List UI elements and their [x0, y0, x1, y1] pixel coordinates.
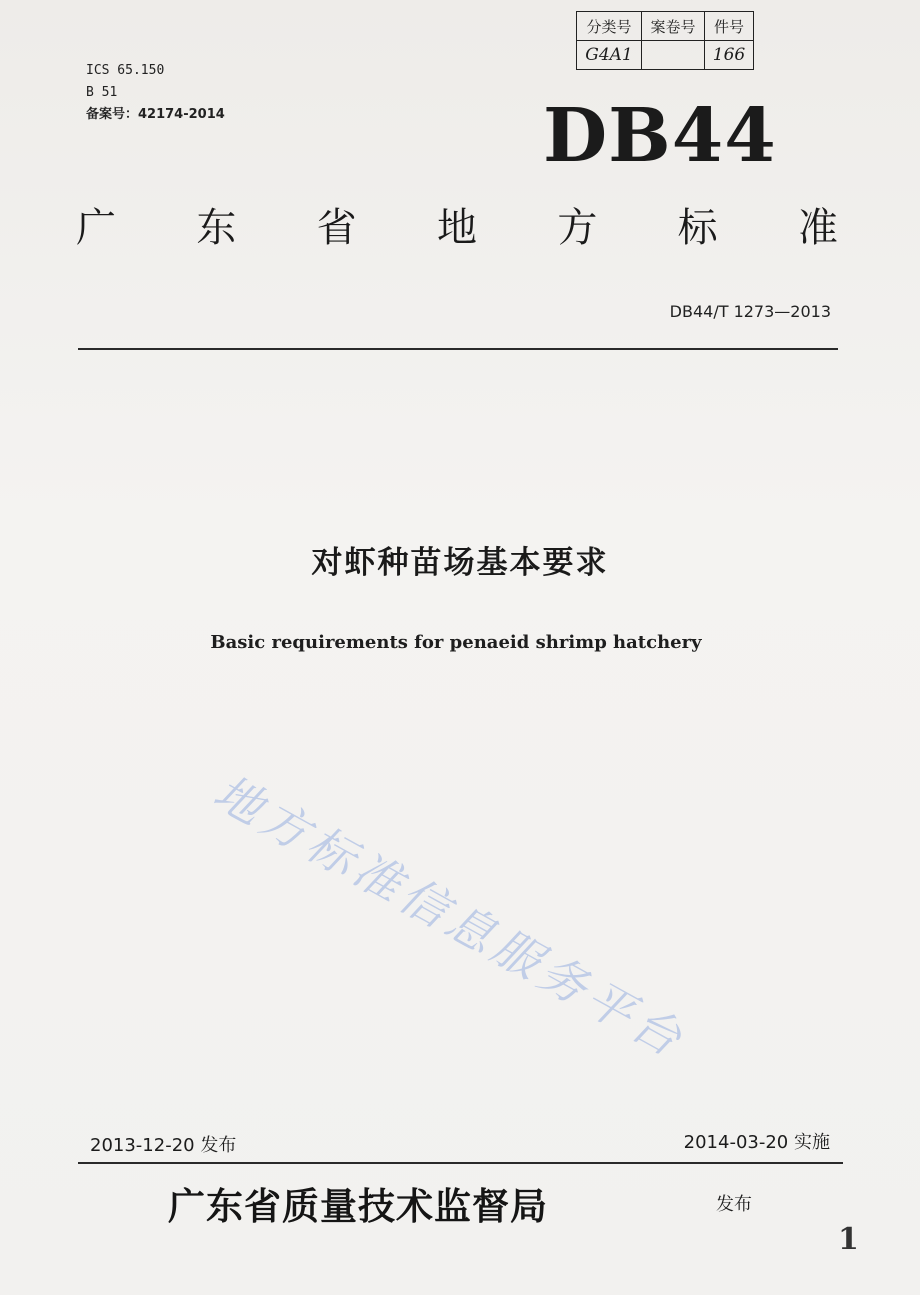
archive-header-category: 分类号: [577, 12, 642, 41]
implementation-date: 2014-03-20 实施: [683, 1132, 830, 1153]
standard-type-char: 省: [316, 205, 357, 251]
standard-type-char: 标: [677, 205, 718, 251]
bottom-divider: [78, 1162, 843, 1164]
ccs-code: B 51: [86, 85, 118, 100]
archive-value-volume: [642, 41, 705, 70]
archive-value-category: G4A1: [577, 41, 642, 70]
archive-header-item: 件号: [705, 12, 754, 41]
record-number: 备案号：42174-2014: [86, 107, 225, 122]
db-code-mark: DB44: [543, 93, 777, 179]
document-title-chinese: 对虾种苗场基本要求: [311, 545, 609, 581]
issuing-authority-suffix: 发布: [716, 1194, 752, 1215]
standard-type-char: 方: [557, 205, 598, 251]
watermark-text: 地方标准信息服务平台: [204, 764, 695, 1070]
issue-date: 2013-12-20 发布: [90, 1135, 237, 1156]
archive-header-volume: 案卷号: [642, 12, 705, 41]
archive-stamp-value-row: [577, 41, 754, 70]
ics-code: ICS 65.150: [86, 63, 165, 78]
classification-meta: [86, 60, 225, 126]
archive-stamp-table: [576, 11, 754, 70]
archive-stamp-header-row: [577, 12, 754, 41]
document-title-english: Basic requirements for penaeid shrimp hatchery: [210, 632, 702, 653]
page-mark: 1: [838, 1222, 859, 1257]
issuing-authority: 广东省质量技术监督局: [168, 1184, 548, 1228]
archive-value-item: 166: [705, 41, 754, 70]
standard-type-char: 准: [797, 205, 838, 251]
standard-type-char: 东: [196, 205, 237, 251]
standard-number: DB44/T 1273—2013: [669, 302, 831, 321]
standard-type-char: 广: [76, 205, 116, 251]
standard-type-heading: [76, 196, 838, 253]
standard-type-char: 地: [436, 205, 477, 251]
top-divider: [78, 348, 838, 350]
